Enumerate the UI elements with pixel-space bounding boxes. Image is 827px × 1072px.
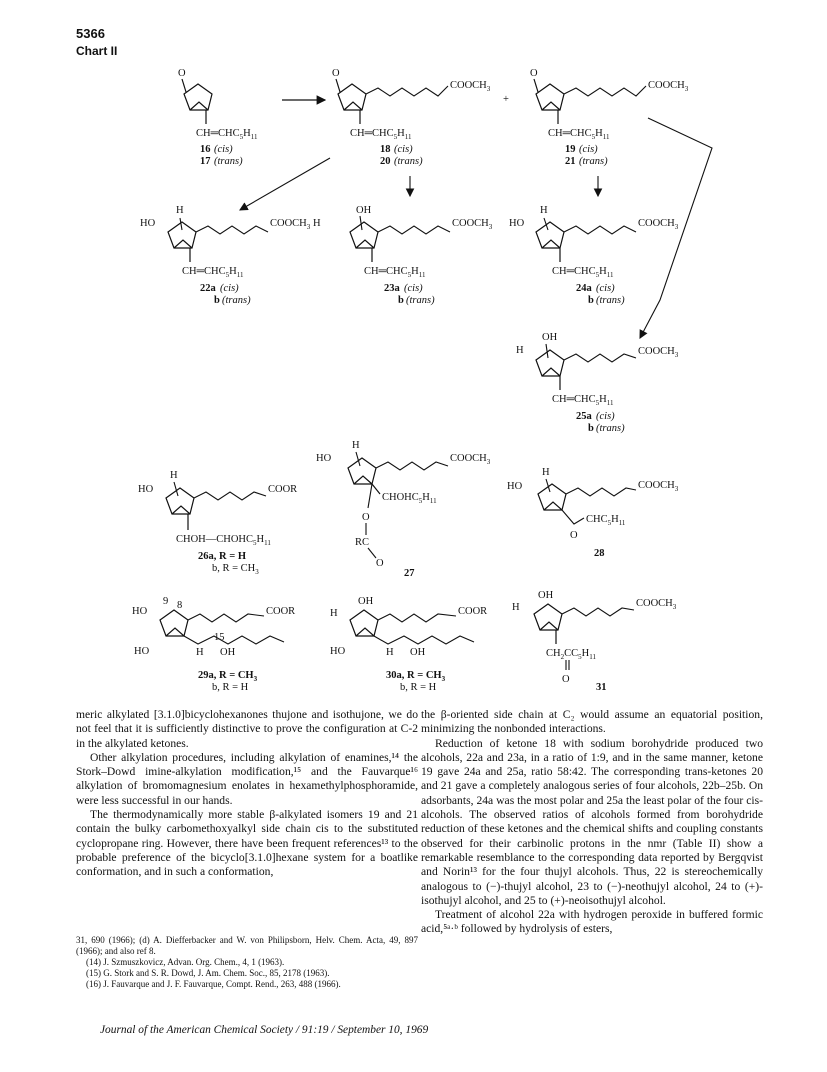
svg-text:(trans): (trans)	[579, 156, 608, 167]
plus-sign: +	[503, 94, 509, 105]
svg-text:H: H	[540, 205, 548, 216]
svg-text:22a: 22a	[200, 283, 216, 294]
atom-o: O	[178, 68, 186, 79]
svg-text:18: 18	[380, 144, 391, 155]
svg-text:9: 9	[163, 596, 169, 607]
svg-text:(trans): (trans)	[214, 156, 243, 167]
svg-text:CHOHC5H11: $CHOHC_5H_{11}$	[382, 492, 437, 505]
svg-text:CHC5H11: $CHC_5H_{11}$	[586, 514, 626, 527]
svg-text:COOR: COOR	[266, 606, 296, 617]
svg-text:H: H	[170, 470, 178, 481]
svg-text:O: O	[332, 68, 340, 79]
svg-text:29a, R = CH3: 29a, $R = CH_3$	[198, 670, 258, 683]
svg-text:OH: OH	[542, 332, 558, 343]
svg-text:CH═CHC5H11: $CH═CHC_5H_{11}$	[364, 266, 426, 279]
structure-31	[512, 590, 677, 693]
svg-text:COOCH3: $COOCH_3$	[636, 598, 677, 611]
left-column	[76, 708, 418, 880]
right-column	[421, 708, 763, 937]
svg-text:CHOH—CHOHC5H11: $CHOH—CHOHC_5H_{11}$	[176, 534, 271, 547]
svg-text:19: 19	[565, 144, 576, 155]
svg-text:O: O	[376, 558, 384, 569]
references	[76, 935, 418, 990]
svg-text:CH═CHC5H11: $CH═CHC_5H_{11}$	[196, 128, 258, 141]
svg-text:OH: OH	[356, 205, 372, 216]
svg-text:CH═CHC5H11: $CH═CHC_5H_{11}$	[548, 128, 610, 141]
svg-text:CH2CC5H11: $CH_2CC_5H_{11}$	[546, 648, 596, 661]
svg-text:b: b	[398, 295, 404, 306]
svg-text:(trans): (trans)	[596, 295, 625, 306]
reference: (16) J. Fauvarque and J. F. Fauvarque, Compt. Rend., 263, 488 (1966).	[86, 979, 341, 989]
svg-text:(cis): (cis)	[404, 283, 423, 294]
structure-25	[516, 332, 679, 434]
structure-16-17	[178, 68, 258, 167]
svg-text:RC: RC	[355, 537, 370, 548]
svg-text:COOCH3: $COOCH_3$	[450, 80, 491, 93]
svg-text:21: 21	[565, 156, 576, 167]
reference: (15) G. Stork and S. R. Dowd, J. Am. Chem. Soc., 85, 2178 (1963).	[86, 968, 330, 978]
svg-text:(cis): (cis)	[220, 283, 239, 294]
svg-text:COOCH3: $COOCH_3$	[638, 346, 679, 359]
svg-text:COOCH3: $COOCH_3$	[450, 453, 491, 466]
structure-29	[132, 596, 295, 693]
journal-footer: Journal of the American Chemical Society / 91:19 / September 10, 1969	[100, 1024, 429, 1036]
compound-label-16: 16	[200, 144, 211, 155]
svg-text:(trans): (trans)	[394, 156, 423, 167]
structure-18-20	[332, 68, 491, 167]
svg-text:COOR: COOR	[458, 606, 488, 617]
svg-text:O: O	[362, 512, 370, 523]
svg-text:H: H	[330, 608, 338, 619]
svg-text:17: 17	[200, 156, 211, 167]
svg-text:CH═CHC5H11: $CH═CHC_5H_{11}$	[552, 394, 614, 407]
structure-28	[507, 467, 679, 559]
svg-text:OH: OH	[220, 647, 236, 658]
structure-23	[313, 205, 493, 306]
svg-text:O: O	[562, 674, 570, 685]
svg-text:(cis): (cis)	[596, 283, 615, 294]
svg-text:COOCH3: $COOCH_3$	[638, 480, 679, 493]
svg-text:COOCH3: $COOCH_3$	[270, 218, 311, 231]
svg-text:25a: 25a	[576, 411, 592, 422]
paragraph: Reduction of ketone 18 with sodium borohydride produced two alcohols, 22a and 23a, in a ratio of 1:9, and in the same manner, ketone 19 gave 24a and 25a, ratio 58:42. The corresponding trans-ketones 20 and 21 gave a completely analogous series of four alcohols, 22b–25b. On adsorbants, 24a was the most polar and 25a the least polar of the four cis-alcohols. The observed ratios of alcohols formed from borohydride reduction of these ketones and the chemical shifts and coupling constants observed for their carbinolic protons in the nmr (Table II) show a remarkable resemblance to the corresponding data reported by Bergqvist and Norin¹³ for the four thujyl alcohols. Thus, 22 is stereochemically analogous to (−)-thujyl alcohol, 23 to (−)-neothujyl alcohol, 24 to (+)-isothujyl alcohol, and 25 to (+)-neoisothujyl alcohol.	[421, 736, 763, 907]
structure-26	[138, 470, 297, 576]
svg-text:COOCH3: $COOCH_3$	[648, 80, 689, 93]
svg-text:b, R = H: b, R = H	[212, 682, 249, 693]
svg-text:HO: HO	[316, 453, 332, 464]
svg-text:OH: OH	[358, 596, 374, 607]
svg-text:O: O	[570, 530, 578, 541]
svg-text:HO: HO	[507, 481, 523, 492]
svg-text:b, R = CH3: b, $R = CH_3$	[212, 563, 259, 576]
paragraph: Treatment of alcohol 22a with hydrogen peroxide in buffered formic acid,⁵ᵃ·ᵇ followed by hydrolysis of esters,	[421, 908, 763, 936]
svg-text:b: b	[214, 295, 220, 306]
reference: 31, 690 (1966); (d) A. Diefferbacker and W. von Philipsborn, Helv. Chem. Acta, 49, 897 (1966); and also ref 8.	[76, 935, 418, 956]
svg-text:HO: HO	[140, 218, 156, 229]
svg-text:OH: OH	[538, 590, 554, 601]
svg-text:H: H	[516, 345, 524, 356]
svg-text:HO: HO	[134, 646, 150, 657]
structure-24	[509, 205, 679, 306]
svg-text:24a: 24a	[576, 283, 592, 294]
svg-text:(cis): (cis)	[394, 144, 413, 155]
paragraph: Other alkylation procedures, including alkylation of enamines,¹⁴ the Stork–Dowd imine-alkylation modification,¹⁵ and the Fauvarque¹⁶ alkylation of bromomagnesium enolates in hexamethylphosphoramide, were less successful in our hands.	[76, 750, 418, 807]
svg-text:H: H	[542, 467, 550, 478]
structure-19-21	[530, 68, 689, 167]
svg-text:HO: HO	[132, 606, 148, 617]
svg-text:H: H	[176, 205, 184, 216]
svg-text:27: 27	[404, 568, 415, 579]
svg-text:H: H	[386, 647, 394, 658]
svg-text:8: 8	[177, 600, 183, 611]
paragraph: The thermodynamically more stable β-alkylated isomers 19 and 21 contain the bulky carbomethoxyalkyl side chain cis to the substituted cyclopropane ring. However, there have been frequent references¹³ to the probable preference of the bicyclo[3.1.0]hexane system for a boatlike conformation, and in such a conformation,	[76, 808, 418, 879]
svg-text:26a, R = H: 26a, R = H	[198, 551, 246, 562]
paragraph: the β-oriented side chain at C₂ would assume an equatorial position, minimizing the nonbonded interactions.	[421, 708, 763, 736]
svg-text:O: O	[530, 68, 538, 79]
svg-text:b: b	[588, 295, 594, 306]
svg-text:H: H	[313, 218, 321, 229]
svg-text:23a: 23a	[384, 283, 400, 294]
svg-text:(cis): (cis)	[214, 144, 233, 155]
svg-text:COOR: COOR	[268, 484, 298, 495]
svg-text:H: H	[196, 647, 204, 658]
svg-text:CH═CHC5H11: $CH═CHC_5H_{11}$	[182, 266, 244, 279]
svg-text:COOCH3: $COOCH_3$	[638, 218, 679, 231]
svg-text:HO: HO	[330, 646, 346, 657]
structure-27	[316, 440, 491, 579]
page-number: 5366	[76, 26, 105, 41]
svg-text:31: 31	[596, 682, 607, 693]
svg-text:20: 20	[380, 156, 391, 167]
svg-text:CH═CHC5H11: $CH═CHC_5H_{11}$	[552, 266, 614, 279]
svg-text:HO: HO	[138, 484, 154, 495]
svg-text:(cis): (cis)	[596, 411, 615, 422]
svg-text:(trans): (trans)	[222, 295, 251, 306]
svg-text:15: 15	[214, 632, 225, 643]
svg-text:(trans): (trans)	[406, 295, 435, 306]
reference: (14) J. Szmuszkovicz, Advan. Org. Chem., 4, 1 (1963).	[86, 957, 285, 967]
structure-22	[140, 205, 311, 306]
paragraph: meric alkylated [3.1.0]bicyclohexanones thujone and isothujone, we do not feel that it is sufficiently distinctive to prove the configuration at C-2 in the alkylated ketones.	[76, 708, 418, 750]
svg-text:H: H	[352, 440, 360, 451]
svg-text:(cis): (cis)	[579, 144, 598, 155]
svg-text:b: b	[588, 423, 594, 434]
svg-text:(trans): (trans)	[596, 423, 625, 434]
svg-text:H: H	[512, 602, 520, 613]
structure-30	[330, 596, 487, 693]
svg-text:b, R = H: b, R = H	[400, 682, 437, 693]
svg-text:CH═CHC5H11: $CH═CHC_5H_{11}$	[350, 128, 412, 141]
svg-text:COOCH3: $COOCH_3$	[452, 218, 493, 231]
chart-title: Chart II	[76, 44, 118, 58]
svg-text:OH: OH	[410, 647, 426, 658]
svg-text:28: 28	[594, 548, 605, 559]
svg-text:30a, R = CH3: 30a, $R = CH_3$	[386, 670, 446, 683]
svg-text:HO: HO	[509, 218, 525, 229]
